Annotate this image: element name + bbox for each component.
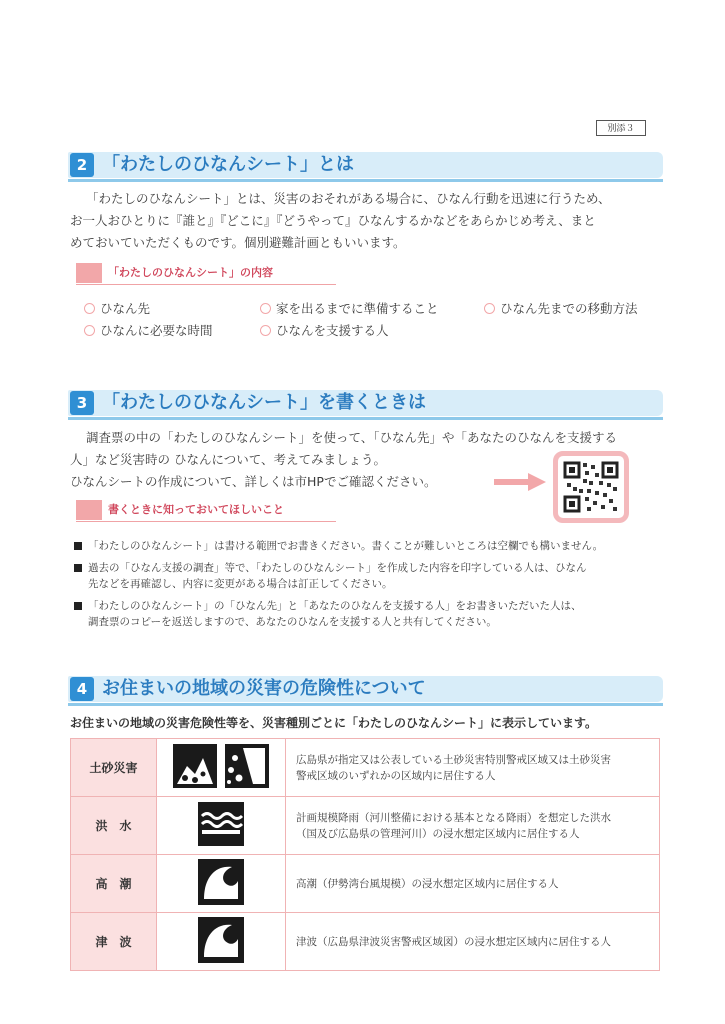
hazard-desc-landslide: 広島県が指定又は公表している土砂災害特別警戒区域又は土砂災害 警戒区域のいずれかの区域内に居住する人 xyxy=(286,739,660,797)
section-3-para-line2: 人」など災害時の ひなんについて、考えてみましょう。 xyxy=(70,452,386,467)
section-2-title: 「わたしのひなんシート」とは xyxy=(102,154,354,175)
tsunami-icon xyxy=(198,917,244,963)
circle-icon xyxy=(484,303,495,314)
section-4-lead: お住まいの地域の災害危険性等を、災害種別ごとに「わたしのひなんシート」に表示しています。 xyxy=(70,716,598,730)
bullet-square-icon xyxy=(74,542,82,550)
bullet-square-icon xyxy=(74,564,82,572)
note-item-2: 過去の「ひなん支援の調査」等で、「わたしのひなんシート」を作成した内容を印字している人は、ひなん 先などを再確認し、内容に変更がある場合は訂正してください。 xyxy=(88,560,668,592)
section-3-number: 3 xyxy=(70,391,94,415)
section-3-para-line1: 調査票の中の「わたしのひなんシート」を使って、「ひなん先」や「あなたのひなんを支援する xyxy=(86,430,618,445)
content-item-supporter: ひなんを支援する人 xyxy=(260,321,389,339)
section-4-title: お住まいの地域の災害の危険性について xyxy=(102,678,426,699)
hazard-desc-storm-surge: 高潮（伊勢湾台風規模）の浸水想定区域内に居住する人 xyxy=(286,855,660,913)
flood-icon xyxy=(198,802,244,846)
circle-icon xyxy=(260,325,271,336)
hazard-type-tsunami: 津 波 xyxy=(71,913,157,971)
section-2-subheading-label: 「わたしのひなんシート」の内容 xyxy=(108,266,273,279)
section-3-title: 「わたしのひなんシート」を書くときは xyxy=(102,392,426,413)
hazard-table xyxy=(70,738,660,971)
attachment-tag: 別添３ xyxy=(596,120,646,136)
section-2-para-line3: めておいていただくものです。個別避難計画ともいいます。 xyxy=(70,235,406,250)
table-row xyxy=(71,855,660,913)
section-2-para-line1: 「わたしのひなんシート」とは、災害のおそれがある場合に、ひなん行動を迅速に行うため、 xyxy=(86,191,611,206)
table-row xyxy=(71,739,660,797)
qr-code[interactable] xyxy=(553,451,629,523)
circle-icon xyxy=(260,303,271,314)
storm-surge-icon xyxy=(198,859,244,905)
hazard-icon-cell xyxy=(157,855,286,913)
landslide-icon xyxy=(173,744,269,788)
section-2-number: 2 xyxy=(70,153,94,177)
section-2-subheading xyxy=(76,263,336,285)
hazard-desc-tsunami: 津波（広島県津波災害警戒区域図）の浸水想定区域内に居住する人 xyxy=(286,913,660,971)
content-item-preparation: 家を出るまでに準備すること xyxy=(260,299,439,317)
content-item-time: ひなんに必要な時間 xyxy=(84,321,213,339)
section-4-number: 4 xyxy=(70,677,94,701)
section-3-subheading xyxy=(76,500,336,522)
content-item-route: ひなん先までの移動方法 xyxy=(484,299,638,317)
section-3-subheading-label: 書くときに知っておいてほしいこと xyxy=(108,503,284,516)
hazard-type-landslide: 土砂災害 xyxy=(71,739,157,797)
content-item-destination: ひなん先 xyxy=(84,299,150,317)
hazard-type-storm-surge: 高 潮 xyxy=(71,855,157,913)
hazard-icon-cell xyxy=(157,739,286,797)
note-item-1: 「わたしのひなんシート」は書ける範囲でお書きください。書くことが難しいところは空欄でも構いません。 xyxy=(88,538,668,554)
circle-icon xyxy=(84,303,95,314)
section-2-header xyxy=(68,152,663,182)
arrow-right-icon xyxy=(494,473,546,491)
section-2-para-line2: お一人おひとりに『誰と』『どこに』『どうやって』ひなんするかなどをあらかじめ考え、まと xyxy=(70,213,596,228)
hazard-desc-flood: 計画規模降雨（河川整備における基本となる降雨）を想定した洪水 （国及び広島県の管理河川）の浸水想定区域内に居住する人 xyxy=(286,797,660,855)
section-3-para-line3: ひなんシートの作成について、詳しくは市HPでご確認ください。 xyxy=(70,474,437,489)
qr-code-icon xyxy=(558,456,624,518)
hazard-type-flood: 洪 水 xyxy=(71,797,157,855)
table-row xyxy=(71,913,660,971)
section-4-header xyxy=(68,676,663,706)
section-3-header xyxy=(68,390,663,420)
note-item-3: 「わたしのひなんシート」の「ひなん先」と「あなたのひなんを支援する人」をお書きいただいた人は、 調査票のコピーを返送しますので、あなたのひなんを支援する人と共有してください。 xyxy=(88,598,668,630)
table-row xyxy=(71,797,660,855)
hazard-icon-cell xyxy=(157,797,286,855)
bullet-square-icon xyxy=(74,602,82,610)
circle-icon xyxy=(84,325,95,336)
hazard-icon-cell xyxy=(157,913,286,971)
